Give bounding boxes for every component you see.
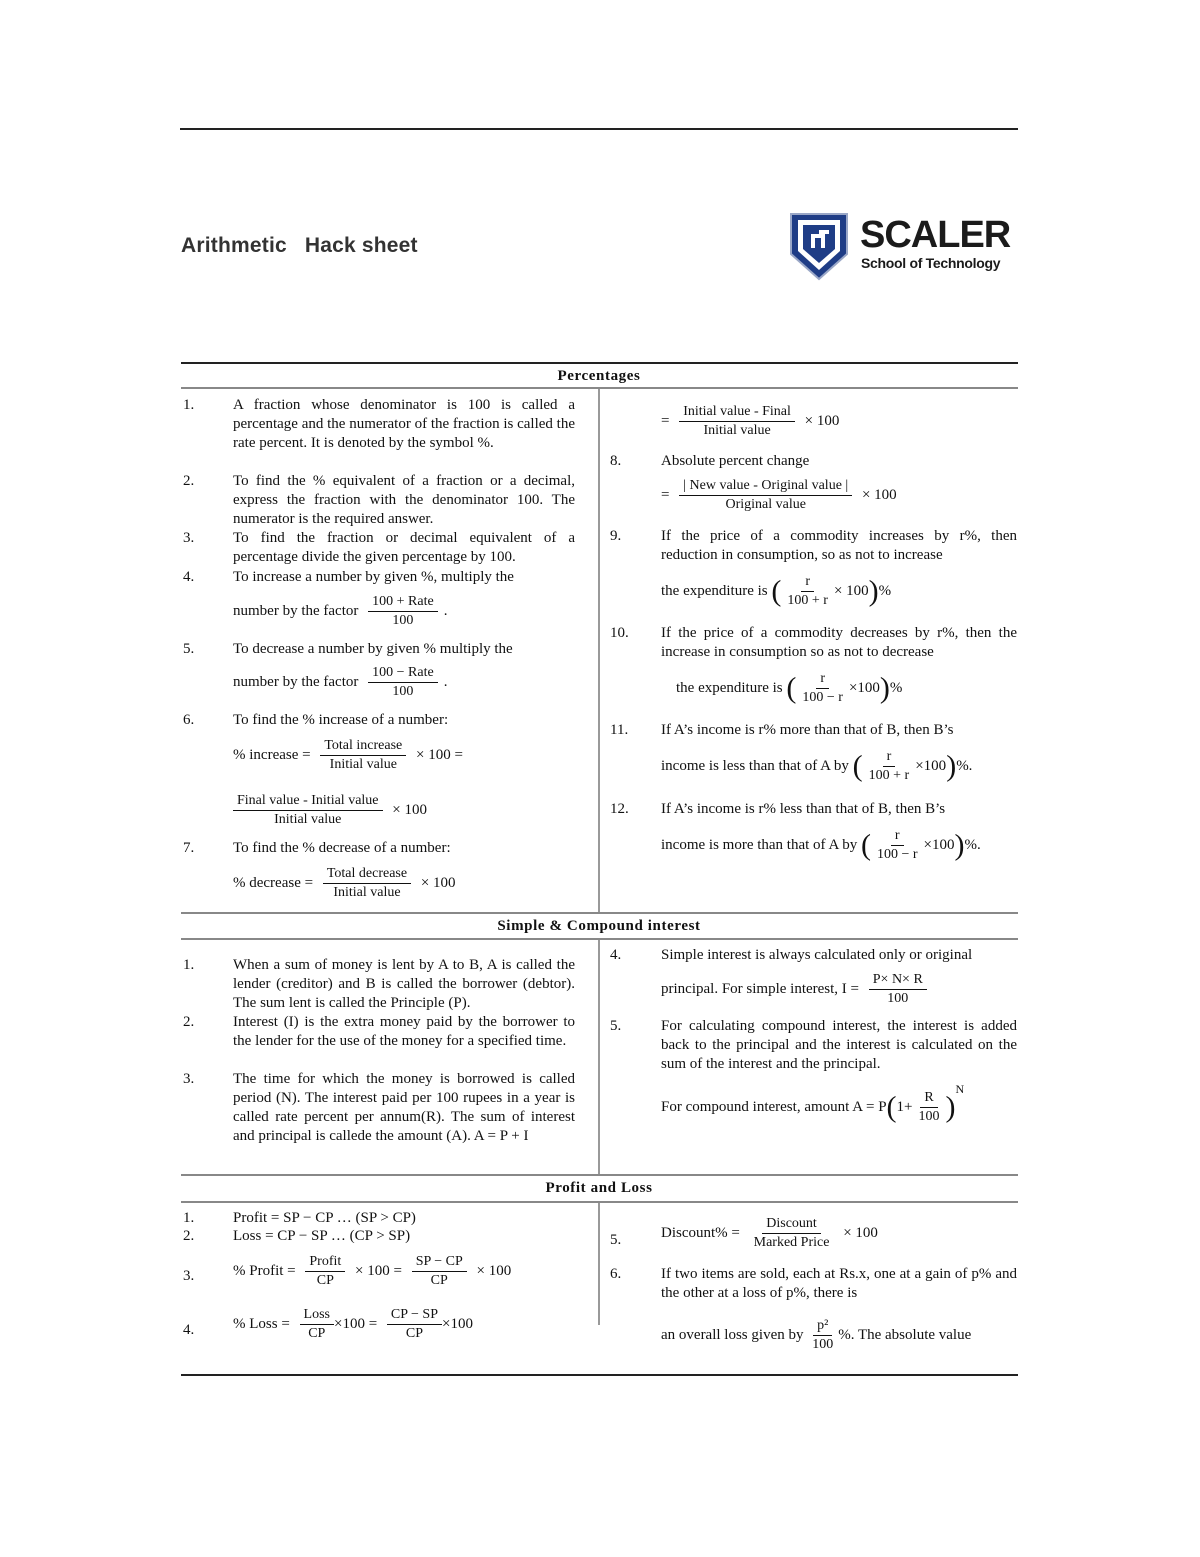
formula-text: %. <box>956 757 973 774</box>
fraction <box>320 738 406 773</box>
item-number: 7. <box>183 840 195 856</box>
item-number: 1. <box>183 957 195 973</box>
denominator: Marked Price <box>753 1235 830 1250</box>
title-hack-sheet: Hack sheet <box>304 234 418 257</box>
brand-name: SCALER <box>860 214 1011 256</box>
list-item: If A’s income is r% less than that of B, then B’s <box>661 801 946 817</box>
fraction <box>412 1254 467 1289</box>
formula-text: principal. For simple interest, I = <box>661 980 860 997</box>
list-item: If two items are sold, each at Rs.x, one at a gain of p% and the other at a loss of p%, there is <box>661 1266 1017 1301</box>
item-number: 4. <box>183 569 195 585</box>
denominator: Initial value <box>329 757 397 772</box>
item-number: 2. <box>183 1014 195 1030</box>
formula-text: the expenditure is <box>661 582 768 599</box>
fraction <box>323 866 411 901</box>
formula-text: For compound interest, amount A = P <box>661 1098 887 1115</box>
formula-line: income is more than that of A by ( $\frac{r}{100 - r}$ ×100)%. <box>661 828 981 862</box>
fraction <box>783 574 832 609</box>
interest-divider <box>598 940 600 1174</box>
item-number: 3. <box>183 1268 195 1284</box>
item-number: 8. <box>610 453 622 469</box>
formula-line: income is less than that of A by ( $\frac{r}{100 + r}$ ×100)%. <box>661 749 973 783</box>
bottom-rule <box>181 1374 1018 1376</box>
numerator: p² <box>813 1318 832 1336</box>
profit-top-rule <box>181 1174 1018 1176</box>
numerator: 100 + Rate <box>368 594 438 612</box>
item-number: 1. <box>183 397 195 413</box>
item-number: 11. <box>610 722 629 738</box>
numerator: Loss <box>300 1307 334 1325</box>
item-number: 5. <box>610 1232 622 1248</box>
formula-text: % decrease = <box>233 874 314 891</box>
fraction <box>869 972 927 1007</box>
formula-line <box>661 478 897 513</box>
fraction <box>865 749 914 784</box>
formula-text: ×100 <box>848 679 880 696</box>
denominator: CP <box>430 1273 448 1288</box>
formula-text: × 100 = <box>416 746 463 763</box>
fraction <box>368 665 438 700</box>
formula-text: % Profit = <box>233 1262 296 1279</box>
formula-text: × 100 <box>833 582 869 599</box>
formula-text: × 100 <box>392 801 427 818</box>
denominator: Original value <box>725 497 806 512</box>
denominator: Initial value <box>333 885 401 900</box>
list-item: Loss = CP − SP … (CP > SP) <box>233 1228 411 1244</box>
list-item: When a sum of money is lent by A to B, A is called the lender (creditor) and B is called the borrower (debtor). The sum lent is called the Principle (P). <box>233 957 575 1011</box>
formula-text: × 100 <box>420 874 456 891</box>
formula-text: 1+ <box>896 1098 913 1115</box>
denominator: 100 − r <box>802 690 843 705</box>
fraction <box>300 1307 334 1342</box>
list-item: To find the % equivalent of a fraction or a decimal, express the fraction with the denominator 100. The numerator is the required answer. <box>233 473 575 527</box>
formula-text: . <box>443 602 448 619</box>
denominator: CP <box>308 1326 326 1341</box>
item-number: 2. <box>183 1228 195 1244</box>
item-number: 4. <box>610 947 622 963</box>
numerator: r <box>816 671 829 689</box>
fraction <box>233 793 383 828</box>
formula-text: % <box>889 679 903 696</box>
formula-line <box>661 404 839 439</box>
numerator: Profit <box>305 1254 345 1272</box>
denominator: CP <box>405 1326 424 1341</box>
title-arithmetic: Arithmetic <box>181 234 287 257</box>
denominator: 100 <box>812 1337 834 1352</box>
formula-text: number by the factor <box>233 602 359 619</box>
formula-text: . <box>443 673 448 690</box>
item-number: 9. <box>610 528 622 544</box>
list-item: Simple interest is always calculated only or original <box>661 947 973 963</box>
list-item: To find the % increase of a number: <box>233 712 449 728</box>
fraction <box>679 404 795 439</box>
list-item: If the price of a commodity decreases by r%, then the increase in consumption so as not to decrease <box>661 625 1017 660</box>
item-number: 3. <box>183 530 195 546</box>
shield-icon <box>788 210 850 282</box>
item-number: 2. <box>183 473 195 489</box>
list-item: To increase a number by given %, multiply the <box>233 569 514 585</box>
formula-text: ×100 = <box>334 1315 378 1332</box>
item-number: 12. <box>610 801 629 817</box>
fraction <box>368 594 438 629</box>
formula-line: For compound interest, amount A = P(1+ $\frac{R}{100}$ )$^N$ <box>661 1081 965 1124</box>
item-number: 6. <box>183 712 195 728</box>
section-heading-percentages: Percentages <box>557 368 641 384</box>
numerator: SP − CP <box>412 1254 467 1272</box>
fraction <box>873 828 922 863</box>
item-number: 4. <box>183 1322 195 1338</box>
list-item: To find the % decrease of a number: <box>233 840 451 856</box>
list-item: A fraction whose denominator is 100 is called a percentage and the numerator of the fraction is called the rate percent. It is denoted by the symbol %. <box>233 397 575 451</box>
exponent: N <box>955 1081 965 1096</box>
formula-text: the expenditure is <box>676 679 783 696</box>
formula-text: % <box>878 582 892 599</box>
denominator: 100 <box>392 613 414 628</box>
formula-text: % Loss = <box>233 1315 290 1332</box>
numerator: Initial value - Final <box>679 404 795 422</box>
list-item: To decrease a number by given % multiply the <box>233 641 513 657</box>
denominator: 100 − r <box>876 847 918 862</box>
denominator: CP <box>316 1273 334 1288</box>
numerator: r <box>801 574 814 592</box>
percent-divider <box>598 389 600 912</box>
list-item: If the price of a commodity increases by r%, then reduction in consumption, so as not to increase <box>661 528 1017 563</box>
item-number: 3. <box>183 1071 195 1087</box>
list-item: Interest (I) is the extra money paid by the borrower to the lender for the use of the money for a specified time. <box>233 1014 575 1049</box>
section-heading-profit-loss: Profit and Loss <box>545 1180 653 1196</box>
formula-text: ×100 <box>923 836 955 853</box>
numerator: r <box>891 828 904 846</box>
list-item: The time for which the money is borrowed is called period (N). The interest paid per 100 rupees in a year is called rate percent per annum(R). The sum of interest and principal is callede the amount (A). A = P + I <box>233 1071 575 1144</box>
formula-line: the expenditure is ( $\frac{r}{100 - r}$ ×100)% <box>676 671 903 705</box>
numerator: Total decrease <box>323 866 411 884</box>
list-item: For calculating compound interest, the interest is added back to the principal and the interest is calculated on the sum of the interest and the principal. <box>661 1018 1017 1072</box>
numerator: CP − SP <box>387 1307 442 1325</box>
formula-text: income is less than that of A by <box>661 757 849 774</box>
denominator: 100 <box>918 1109 940 1124</box>
formula-line <box>661 972 933 1007</box>
fraction <box>387 1307 442 1342</box>
formula-text: ×100 <box>915 757 947 774</box>
fraction <box>750 1216 834 1251</box>
formula-text: × 100 <box>861 486 897 503</box>
numerator: r <box>883 749 896 767</box>
numerator: Total increase <box>320 738 406 756</box>
section-heading-interest: Simple & Compound interest <box>497 918 701 934</box>
percent-top-rule <box>181 362 1018 364</box>
scaler-logo <box>788 210 1020 284</box>
list-item: Profit = SP − CP … (SP > CP) <box>233 1210 416 1226</box>
brand-tagline: School of Technology <box>861 255 1001 271</box>
item-number: 10. <box>610 625 629 641</box>
list-item: Absolute percent change <box>661 453 810 469</box>
item-number: 1. <box>183 1210 195 1226</box>
fraction <box>305 1254 345 1289</box>
formula-line <box>233 738 463 773</box>
formula-line <box>233 793 427 828</box>
fraction <box>679 478 852 513</box>
fraction <box>915 1090 944 1125</box>
denominator: 100 + r <box>787 593 828 608</box>
formula-text: = <box>661 412 670 429</box>
formula-line <box>661 1216 878 1251</box>
formula-line <box>661 1318 1017 1353</box>
numerator: R <box>920 1090 937 1108</box>
formula-line <box>233 1307 473 1342</box>
formula-line: the expenditure is ( $\frac{r}{100 + r}$ × 100)% <box>661 574 892 608</box>
formula-text: an overall loss given by <box>661 1326 804 1343</box>
formula-text: ×100 <box>442 1315 473 1332</box>
denominator: 100 <box>887 991 909 1006</box>
item-number: 6. <box>610 1266 622 1282</box>
page-title <box>181 234 436 258</box>
formula-text: × 100 <box>843 1224 878 1241</box>
list-item: If A’s income is r% more than that of B, then B’s <box>661 722 954 738</box>
formula-text: × 100 <box>476 1262 512 1279</box>
numerator: P× N× R <box>869 972 927 990</box>
list-item: To find the fraction or decimal equivalent of a percentage divide the given percentage by 100. <box>233 530 575 565</box>
formula-text: × 100 <box>804 412 840 429</box>
formula-text: × 100 = <box>355 1262 402 1279</box>
formula-text: number by the factor <box>233 673 359 690</box>
formula-text: %. <box>964 836 981 853</box>
formula-line <box>233 665 447 700</box>
denominator: Initial value <box>274 812 342 827</box>
interest-top-rule <box>181 912 1018 914</box>
numerator: | New value - Original value | <box>679 478 852 496</box>
formula-text: income is more than that of A by <box>661 836 858 853</box>
formula-line <box>233 594 447 629</box>
formula-text: = <box>661 486 670 503</box>
formula-line <box>233 866 456 901</box>
numerator: Final value - Initial value <box>233 793 383 811</box>
formula-text: Discount% = <box>661 1224 740 1241</box>
fraction <box>808 1318 837 1353</box>
profit-divider <box>598 1203 600 1325</box>
formula-line <box>233 1254 511 1289</box>
item-number: 5. <box>183 641 195 657</box>
denominator: Initial value <box>703 423 771 438</box>
fraction <box>798 671 847 706</box>
numerator: Discount <box>762 1216 821 1234</box>
denominator: 100 + r <box>868 768 910 783</box>
formula-text: %. The absolute value <box>838 1326 972 1343</box>
item-number: 5. <box>610 1018 622 1034</box>
top-rule <box>180 128 1018 130</box>
denominator: 100 <box>392 684 414 699</box>
numerator: 100 − Rate <box>368 665 438 683</box>
formula-text: % increase = <box>233 746 311 763</box>
